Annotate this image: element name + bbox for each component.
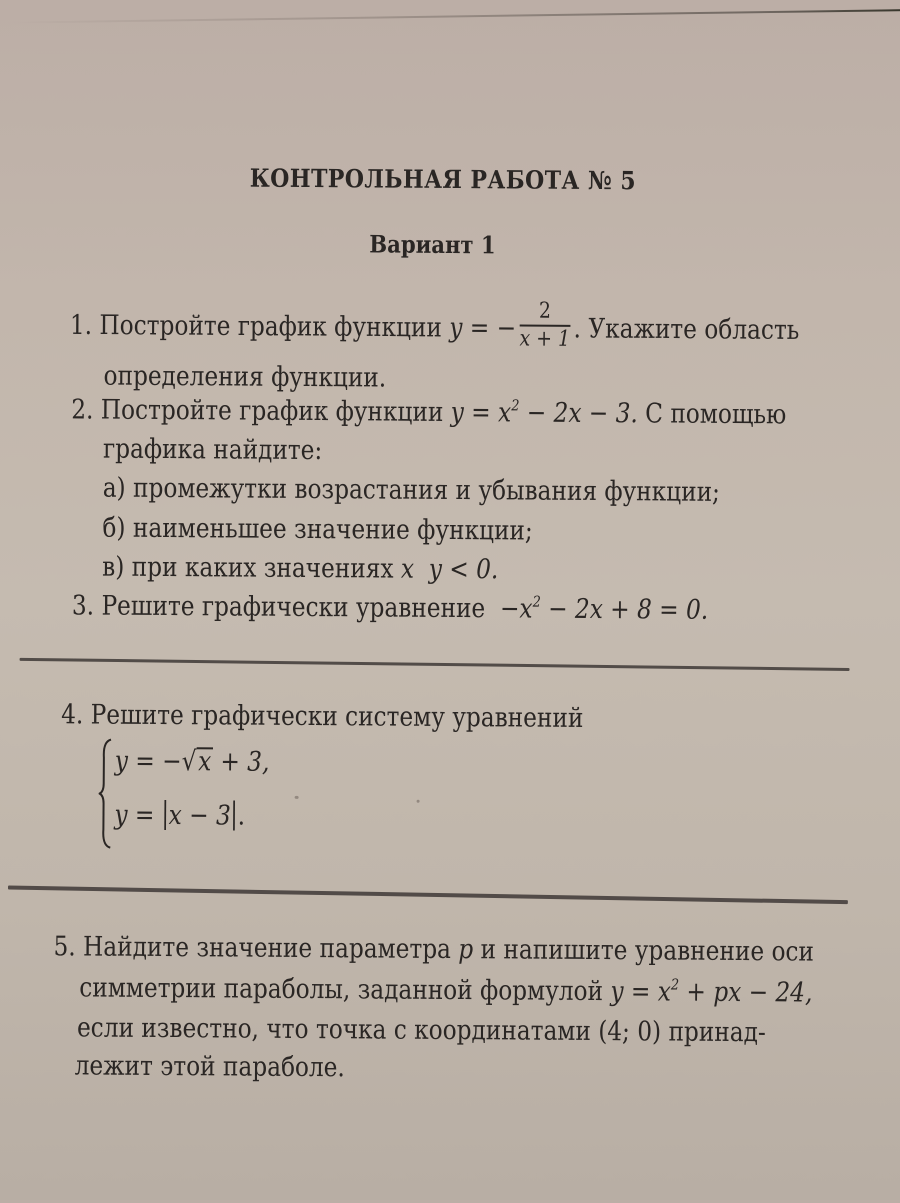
task-number: 3. (71, 590, 95, 622)
cut-line-divider (20, 658, 850, 671)
fraction-denominator: x + 1 (519, 326, 571, 352)
formula-rest: + px − 24, (678, 976, 813, 1009)
formula-exponent: 2 (511, 396, 520, 415)
fraction-numerator: 2 (520, 298, 571, 326)
formula-rest: − 2x − 3. (519, 397, 638, 430)
formula-lhs: y = x (610, 976, 671, 1008)
paper-speck (295, 796, 299, 799)
abs-inner: x − 3 (168, 800, 231, 832)
subitem-label: в) (102, 551, 125, 583)
page-title: КОНТРОЛЬНАЯ РАБОТА № 5 (249, 163, 637, 196)
task-1-line-1 (70, 299, 800, 358)
abs-bar-right (233, 800, 235, 830)
task-5-line-3: если известно, что точка с координатами (4; 0) принад- (76, 1012, 766, 1049)
task-2-subitem-b (102, 514, 532, 547)
task-number: 4. (61, 699, 84, 731)
subitem-text: при каких значениях (131, 551, 394, 585)
subitem-label: а) (102, 472, 126, 504)
task-2-subitem-c (102, 553, 498, 586)
subitem-text: промежутки возрастания и убывания функции; (132, 472, 721, 508)
formula-exponent: 2 (532, 592, 541, 611)
task-text: Постройте график функции (99, 310, 443, 344)
equation-rest: + 3, (212, 746, 270, 778)
formula-lhs: y = x (450, 397, 512, 429)
task-5-line-1 (53, 932, 814, 967)
variant-label: Вариант 1 (369, 229, 496, 260)
math-variable: x (400, 553, 415, 585)
equation-period: . (237, 800, 246, 832)
task-number: 5. (53, 931, 76, 963)
task-4-line-1 (61, 700, 583, 734)
system-equation-1 (115, 746, 270, 778)
task-text: Решите графически систему уравнений (90, 699, 584, 734)
task-text: Укажите область (588, 313, 800, 346)
formula-sign: − (496, 312, 517, 344)
cut-line-divider (8, 886, 848, 905)
equation-lhs: y = − (114, 745, 182, 778)
subitem-text: наименьшее значение функции; (132, 512, 533, 547)
task-text: и напишите уравнение оси (480, 934, 815, 968)
task-2-line-2: графика найдите: (102, 433, 323, 467)
paper-speck (417, 800, 420, 803)
task-5-line-2 (79, 973, 812, 1008)
formula-lhs: −x (499, 593, 533, 625)
abs-bar-left (164, 800, 166, 830)
sqrt-symbol: √ (181, 746, 197, 778)
formula-exponent: 2 (670, 975, 680, 994)
task-text: С помощью (645, 398, 787, 431)
task-5-line-4: лежит этой параболе. (74, 1050, 345, 1084)
math-condition: y < 0. (428, 553, 499, 586)
task-text: симметрии параболы, заданной формулой (79, 972, 604, 1008)
formula-period: . (573, 313, 582, 345)
task-2-line-1 (71, 395, 786, 430)
equation-lhs: y = (114, 799, 162, 831)
system-equation-2 (114, 800, 245, 832)
formula-rest: − 2x + 8 = 0. (540, 593, 709, 626)
task-2-subitem-a (103, 474, 720, 508)
fraction (519, 298, 570, 352)
parameter-p: p (458, 934, 474, 966)
task-3-line-1 (72, 591, 708, 625)
sqrt-radicand: x (198, 746, 212, 778)
task-number: 1. (69, 309, 93, 341)
curly-brace-icon (98, 738, 113, 850)
task-text: Найдите значение параметра (83, 931, 452, 966)
task-number: 2. (71, 394, 94, 426)
task-1-line-2: определения функции. (103, 360, 387, 394)
task-text: Постройте график функции (100, 394, 444, 428)
formula-lhs: y = (449, 312, 490, 344)
subitem-label: б) (102, 512, 126, 544)
task-text: Решите графически уравнение (101, 590, 486, 625)
paper-edge-shadow (4, 9, 900, 24)
